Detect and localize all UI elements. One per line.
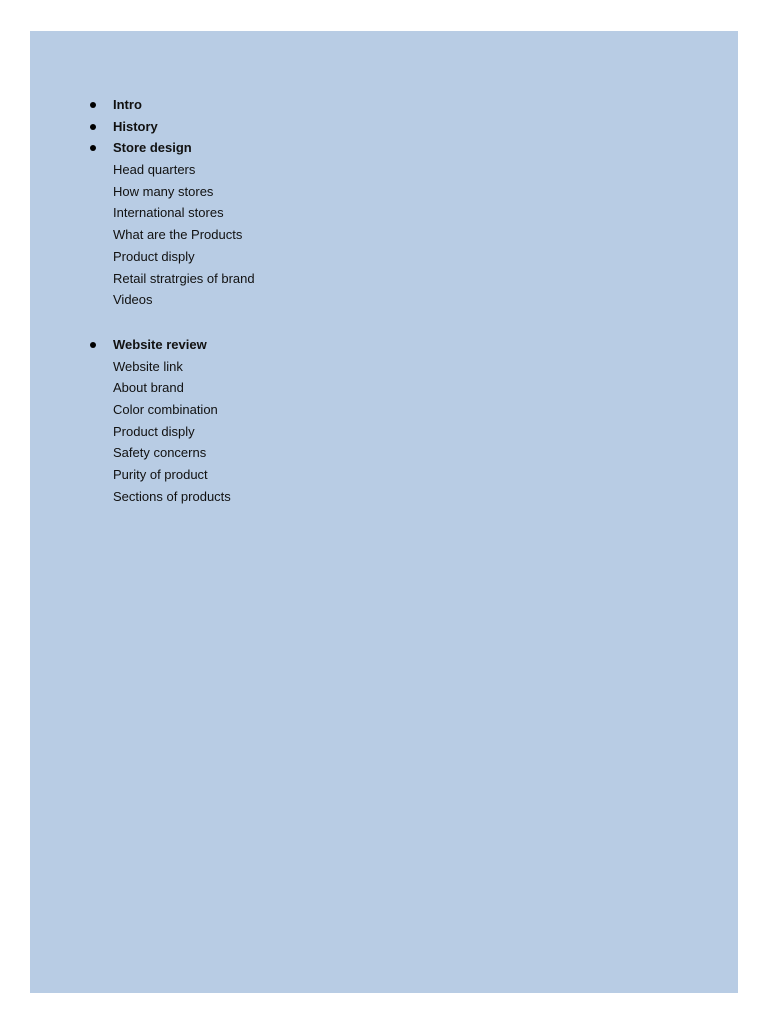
list-item	[83, 159, 255, 181]
bullet-icon	[90, 145, 96, 151]
list-item-label: Safety concerns	[113, 445, 207, 461]
bullet-icon	[90, 102, 96, 108]
list-item-label: Purity of product	[113, 467, 208, 482]
list-item-intro	[83, 94, 255, 116]
bullet-icon	[90, 124, 96, 130]
list-item	[83, 289, 255, 311]
list-item-website-review	[83, 334, 255, 356]
list-item	[83, 181, 255, 203]
list-item	[83, 202, 255, 224]
list-item-history	[83, 116, 255, 138]
list-item	[83, 377, 255, 399]
list-item-label: Head quarters	[113, 162, 196, 178]
list-item-label: About brand	[113, 380, 184, 396]
list-item	[83, 224, 255, 246]
list-item-label: Videos	[113, 292, 153, 308]
list-item	[83, 246, 255, 268]
bullet-icon	[90, 342, 96, 348]
list-item-label: Retail stratrgies of brand	[113, 270, 255, 286]
list-item-label: How many stores	[113, 183, 214, 199]
list-item-label: History	[113, 118, 158, 134]
list-item-label: Store design	[113, 140, 192, 156]
list-item	[83, 356, 255, 378]
list-item	[83, 464, 255, 486]
list-item-label: Website review	[113, 336, 207, 352]
list-item-label: International stores	[113, 205, 224, 221]
list-item	[83, 442, 255, 464]
list-item	[83, 421, 255, 443]
list-item-label: What are the Products	[113, 227, 243, 243]
list-item	[83, 399, 255, 421]
list-item-label: Color combination	[113, 401, 218, 417]
outline-list	[83, 94, 255, 507]
list-item-label: Product disply	[113, 248, 195, 264]
list-item	[83, 268, 255, 290]
list-item-store-design	[83, 137, 255, 159]
list-item-label: Intro	[113, 97, 142, 112]
list-item-label: Website link	[113, 358, 183, 374]
list-item-label: Product disply	[113, 423, 195, 439]
list-item-label: Sections of products	[113, 488, 231, 504]
list-item	[83, 486, 255, 508]
